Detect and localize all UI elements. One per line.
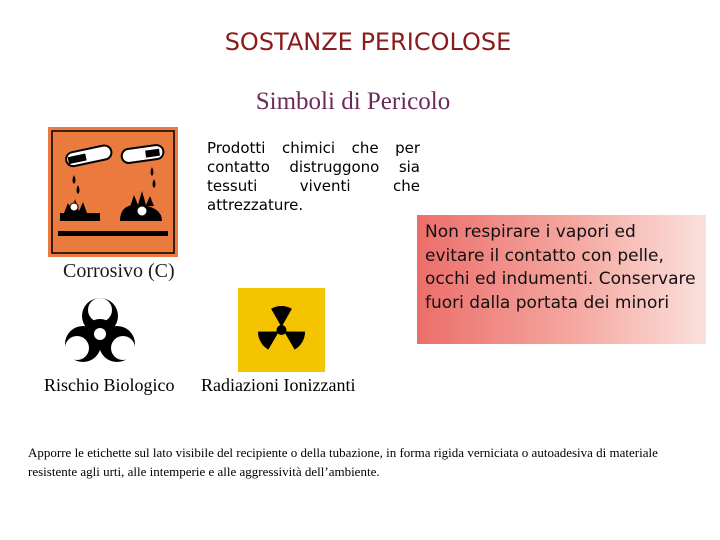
warning-box <box>417 215 706 344</box>
radiation-icon <box>238 288 325 372</box>
footer-note: Apporre le etichette sul lato visibile del recipiente o della tubazione, in forma rigida verniciata o autoadesiva di materiale resistente agli urti, alle intemperie e alle aggressività dell’ambiente. <box>28 445 658 479</box>
page-subtitle: Simboli di Pericolo <box>255 88 451 115</box>
warning-text: Non respirare i vapori ed evitare il contatto con pelle, occhi ed indumenti. Conservare fuori dalla portata dei minori <box>425 222 696 313</box>
page-title: SOSTANZE PERICOLOSE <box>224 28 512 56</box>
corrosive-label: Corrosivo (C) <box>63 260 175 282</box>
radiation-label: Radiazioni Ionizzanti <box>201 375 356 395</box>
corrosive-hazard-icon <box>48 127 178 257</box>
biohazard-label: Rischio Biologico <box>44 375 175 395</box>
corrosive-description: Prodotti chimici che per contatto distruggono sia tessuti viventi che attrezzature. <box>207 139 420 214</box>
biohazard-icon <box>55 288 145 372</box>
